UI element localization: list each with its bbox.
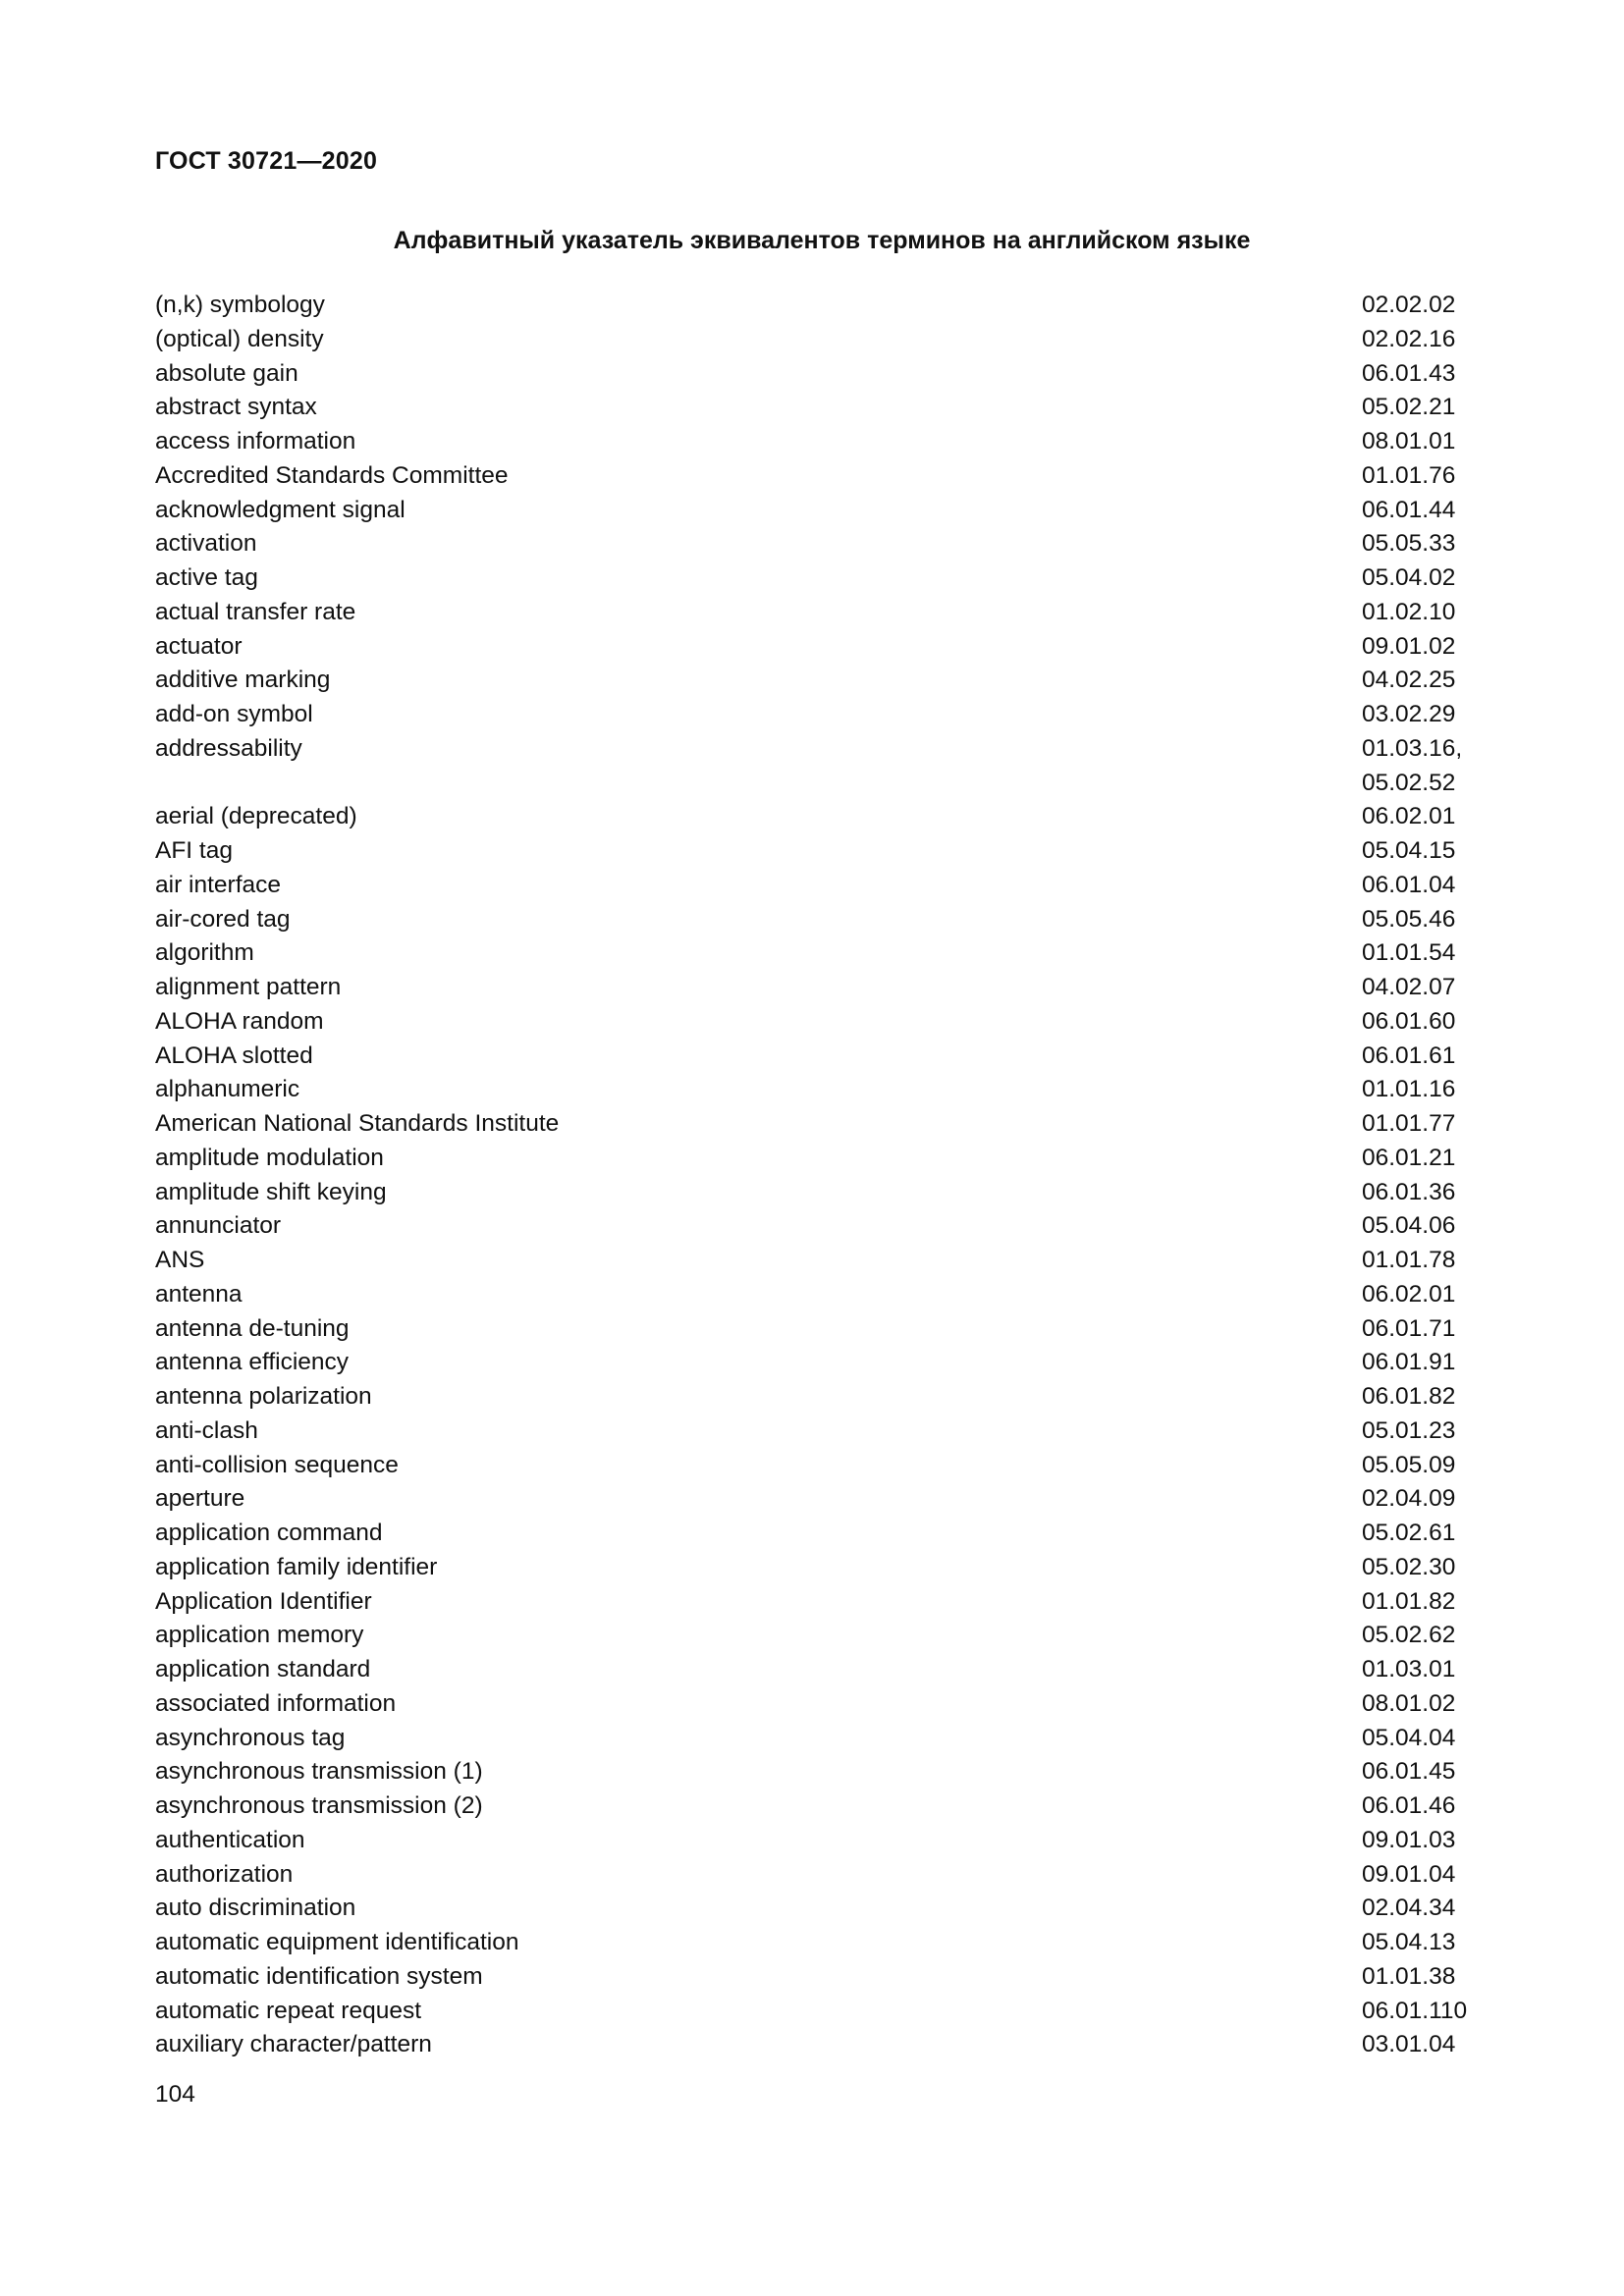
entry-ref-number: 05.02.21	[1362, 394, 1456, 421]
entry-term: (n,k) symbology	[155, 292, 325, 318]
entry-term: air interface	[155, 871, 282, 898]
entry-ref-number: 03.01.04	[1362, 2031, 1456, 2058]
entry-ref-number: 02.04.09	[1362, 1485, 1456, 1513]
entry-term: amplitude modulation	[155, 1144, 384, 1171]
entry-term: application standard	[155, 1656, 371, 1682]
index-entry	[155, 1687, 1490, 1722]
entry-term: AFI tag	[155, 837, 233, 864]
entry-refs	[1362, 630, 1490, 665]
entry-ref-number: 08.01.01	[1362, 428, 1456, 454]
entry-refs	[1362, 561, 1490, 596]
index-entry	[155, 323, 1490, 357]
index-entry	[155, 1176, 1490, 1210]
entry-term: active tag	[155, 564, 258, 591]
index-entry	[155, 1551, 1490, 1585]
index-entry	[155, 1415, 1490, 1449]
entry-term: (optical) density	[155, 325, 324, 352]
entry-refs	[1362, 1176, 1490, 1210]
entry-refs	[1362, 936, 1490, 971]
entry-term: additive marking	[155, 667, 331, 694]
entry-ref-number: 05.02.30	[1362, 1553, 1456, 1580]
index-entry	[155, 903, 1490, 937]
entry-refs	[1362, 494, 1490, 528]
entry-term: asynchronous transmission (1)	[155, 1758, 483, 1786]
entry-term: actual transfer rate	[155, 598, 356, 625]
entry-ref-number: 06.01.21	[1362, 1144, 1456, 1171]
entry-term: anti-clash	[155, 1416, 258, 1444]
entry-refs	[1362, 1789, 1490, 1824]
entry-refs	[1362, 1449, 1490, 1483]
entry-refs	[1362, 1619, 1490, 1653]
entry-ref-number: 06.01.43	[1362, 359, 1456, 387]
entry-refs	[1362, 1040, 1490, 1074]
entry-refs	[1362, 1755, 1490, 1789]
entry-term: antenna de-tuning	[155, 1314, 350, 1342]
index-entry	[155, 1346, 1490, 1380]
entry-ref-number: 01.01.78	[1362, 1247, 1456, 1273]
entry-ref-number: 04.02.25	[1362, 667, 1456, 694]
entry-refs	[1362, 1107, 1490, 1142]
entry-ref-number: 01.03.16,	[1362, 734, 1463, 762]
entry-ref-number: 01.01.82	[1362, 1587, 1456, 1615]
entry-refs	[1362, 903, 1490, 937]
entry-ref-number: 05.04.06	[1362, 1212, 1456, 1240]
index-entry	[155, 1449, 1490, 1483]
entry-term: absolute gain	[155, 359, 298, 387]
entry-term: algorithm	[155, 939, 254, 967]
entry-ref-number: 05.04.13	[1362, 1929, 1456, 1955]
entry-ref-number: 01.01.38	[1362, 1962, 1456, 1990]
entry-term: ANS	[155, 1247, 205, 1273]
entry-term: antenna	[155, 1280, 243, 1308]
entry-refs	[1362, 323, 1490, 357]
entry-term: auxiliary character/pattern	[155, 2031, 432, 2058]
entry-ref-number: 09.01.03	[1362, 1826, 1456, 1853]
index-entry	[155, 1209, 1490, 1244]
index-entry	[155, 391, 1490, 425]
entry-refs	[1362, 732, 1490, 801]
entry-term: associated information	[155, 1689, 397, 1717]
entry-refs	[1362, 1380, 1490, 1415]
entry-ref-number: 05.05.46	[1362, 905, 1456, 933]
entry-ref-number: 06.02.01	[1362, 1280, 1456, 1308]
index-entry	[155, 459, 1490, 494]
entry-ref-number: 09.01.02	[1362, 632, 1456, 660]
index-entry	[155, 800, 1490, 834]
entry-refs	[1362, 1278, 1490, 1312]
entry-refs	[1362, 869, 1490, 903]
entry-refs	[1362, 664, 1490, 698]
entry-ref-number: 05.05.33	[1362, 530, 1456, 558]
entry-term: Application Identifier	[155, 1587, 372, 1615]
index-entry	[155, 561, 1490, 596]
entry-term: antenna polarization	[155, 1383, 372, 1410]
page-number: 104	[155, 2081, 195, 2108]
entry-ref-number: 01.01.76	[1362, 461, 1456, 489]
entry-term: alphanumeric	[155, 1076, 300, 1103]
entry-refs	[1362, 1722, 1490, 1756]
entry-term: anti-collision sequence	[155, 1451, 399, 1478]
entry-refs	[1362, 1892, 1490, 1926]
index-entry	[155, 971, 1490, 1005]
entry-ref-number: 06.01.45	[1362, 1758, 1456, 1786]
entry-refs	[1362, 596, 1490, 630]
index-entry	[155, 732, 1490, 801]
entry-refs	[1362, 1995, 1490, 2029]
entry-term: application memory	[155, 1622, 364, 1649]
entry-refs	[1362, 1346, 1490, 1380]
entry-refs	[1362, 1960, 1490, 1995]
index-entry	[155, 698, 1490, 732]
entry-ref-number: 05.01.23	[1362, 1416, 1456, 1444]
entry-term: aperture	[155, 1485, 245, 1513]
entry-refs	[1362, 527, 1490, 561]
index-entry	[155, 1380, 1490, 1415]
entry-term: actuator	[155, 632, 243, 660]
index-entry	[155, 1517, 1490, 1551]
entry-ref-number: 04.02.07	[1362, 974, 1456, 1000]
entry-term: ALOHA random	[155, 1007, 324, 1035]
entry-refs	[1362, 1142, 1490, 1176]
entry-ref-number: 06.01.46	[1362, 1792, 1456, 1819]
entry-ref-number: 06.02.01	[1362, 803, 1456, 830]
entry-refs	[1362, 971, 1490, 1005]
index-entry	[155, 1653, 1490, 1687]
entry-term: automatic equipment identification	[155, 1929, 519, 1955]
index-entry	[155, 1926, 1490, 1960]
index-entry	[155, 664, 1490, 698]
index-entry	[155, 425, 1490, 459]
entry-ref-number: 05.04.02	[1362, 564, 1456, 591]
entry-ref-number: 01.02.10	[1362, 598, 1456, 625]
entry-term: addressability	[155, 734, 302, 762]
index-entry	[155, 1960, 1490, 1995]
entry-ref-number: 09.01.04	[1362, 1860, 1456, 1888]
entry-ref-number: 01.01.77	[1362, 1110, 1456, 1137]
index-entry	[155, 1995, 1490, 2029]
index-entry	[155, 1005, 1490, 1040]
index-entry	[155, 1107, 1490, 1142]
entry-ref-number: 01.03.01	[1362, 1656, 1456, 1682]
entry-term: authorization	[155, 1860, 294, 1888]
entry-ref-number: 06.01.36	[1362, 1178, 1456, 1205]
index-entry	[155, 630, 1490, 665]
entry-term: air-cored tag	[155, 905, 291, 933]
entry-term: auto discrimination	[155, 1895, 356, 1922]
entry-refs	[1362, 357, 1490, 392]
index-entry	[155, 1073, 1490, 1107]
entry-refs	[1362, 425, 1490, 459]
entry-ref-number: 06.01.71	[1362, 1314, 1456, 1342]
entry-refs	[1362, 1209, 1490, 1244]
index-entry	[155, 1858, 1490, 1893]
entry-ref-number: 06.01.04	[1362, 871, 1456, 898]
index-entry	[155, 289, 1490, 323]
entry-term: acknowledgment signal	[155, 496, 406, 523]
index-entry	[155, 2028, 1490, 2062]
entry-refs	[1362, 1653, 1490, 1687]
entry-ref-number: 05.02.61	[1362, 1520, 1456, 1546]
entry-refs	[1362, 1926, 1490, 1960]
entry-ref-number: 02.02.16	[1362, 325, 1456, 352]
entry-ref-number: 05.02.52	[1362, 769, 1456, 796]
entry-ref-number: 06.01.61	[1362, 1041, 1456, 1069]
entry-term: automatic identification system	[155, 1962, 483, 1990]
entry-ref-number: 06.01.82	[1362, 1383, 1456, 1410]
entry-ref-number: 06.01.110	[1362, 1997, 1468, 2024]
entry-refs	[1362, 1073, 1490, 1107]
entry-ref-number: 05.04.04	[1362, 1724, 1456, 1751]
entry-term: automatic repeat request	[155, 1997, 422, 2024]
index-list	[155, 289, 1490, 2062]
entry-refs	[1362, 1312, 1490, 1347]
entry-term: annunciator	[155, 1212, 282, 1240]
entry-term: application command	[155, 1520, 383, 1546]
entry-refs	[1362, 1687, 1490, 1722]
entry-ref-number: 06.01.60	[1362, 1007, 1456, 1035]
entry-refs	[1362, 1858, 1490, 1893]
entry-ref-number: 05.02.62	[1362, 1622, 1456, 1649]
entry-ref-number: 02.04.34	[1362, 1895, 1456, 1922]
entry-ref-number: 05.05.09	[1362, 1451, 1456, 1478]
index-entry	[155, 834, 1490, 869]
entry-refs	[1362, 459, 1490, 494]
entry-term: Accredited Standards Committee	[155, 461, 509, 489]
entry-term: alignment pattern	[155, 974, 342, 1000]
entry-ref-number: 08.01.02	[1362, 1689, 1456, 1717]
entry-term: add-on symbol	[155, 701, 313, 727]
entry-refs	[1362, 1244, 1490, 1278]
document-header: ГОСТ 30721—2020	[155, 147, 378, 175]
entry-refs	[1362, 1824, 1490, 1858]
index-entry	[155, 1040, 1490, 1074]
index-entry	[155, 1278, 1490, 1312]
entry-refs	[1362, 1517, 1490, 1551]
entry-ref-number: 01.01.16	[1362, 1076, 1456, 1103]
entry-term: activation	[155, 530, 257, 558]
index-entry	[155, 1312, 1490, 1347]
entry-ref-number: 06.01.91	[1362, 1349, 1456, 1376]
index-entry	[155, 1482, 1490, 1517]
entry-ref-number: 02.02.02	[1362, 292, 1456, 318]
entry-refs	[1362, 1551, 1490, 1585]
entry-refs	[1362, 2028, 1490, 2062]
index-entry	[155, 869, 1490, 903]
entry-refs	[1362, 834, 1490, 869]
entry-term: asynchronous tag	[155, 1724, 346, 1751]
entry-ref-number: 06.01.44	[1362, 496, 1456, 523]
entry-term: application family identifier	[155, 1553, 438, 1580]
index-entry	[155, 1244, 1490, 1278]
index-entry	[155, 1824, 1490, 1858]
entry-term: access information	[155, 428, 356, 454]
entry-refs	[1362, 391, 1490, 425]
entry-refs	[1362, 1482, 1490, 1517]
index-entry	[155, 1789, 1490, 1824]
entry-ref-number: 03.02.29	[1362, 701, 1456, 727]
index-entry	[155, 936, 1490, 971]
index-entry	[155, 357, 1490, 392]
index-entry	[155, 1585, 1490, 1620]
index-entry	[155, 596, 1490, 630]
entry-ref-number: 01.01.54	[1362, 939, 1456, 967]
entry-ref-number: 05.04.15	[1362, 837, 1456, 864]
index-entry	[155, 527, 1490, 561]
entry-refs	[1362, 800, 1490, 834]
entry-term: aerial (deprecated)	[155, 803, 357, 830]
entry-refs	[1362, 698, 1490, 732]
entry-refs	[1362, 289, 1490, 323]
entry-refs	[1362, 1585, 1490, 1620]
index-entry	[155, 1755, 1490, 1789]
index-entry	[155, 494, 1490, 528]
entry-refs	[1362, 1005, 1490, 1040]
index-entry	[155, 1892, 1490, 1926]
entry-term: authentication	[155, 1826, 305, 1853]
index-title: Алфавитный указатель эквивалентов терминов на английском языке	[393, 227, 1251, 254]
entry-term: amplitude shift keying	[155, 1178, 387, 1205]
index-entry	[155, 1619, 1490, 1653]
entry-term: antenna efficiency	[155, 1349, 350, 1376]
entry-term: ALOHA slotted	[155, 1041, 313, 1069]
index-entry	[155, 1142, 1490, 1176]
entry-term: abstract syntax	[155, 394, 317, 421]
entry-refs	[1362, 1415, 1490, 1449]
index-entry	[155, 1722, 1490, 1756]
entry-term: asynchronous transmission (2)	[155, 1792, 483, 1819]
entry-term: American National Standards Institute	[155, 1110, 560, 1137]
